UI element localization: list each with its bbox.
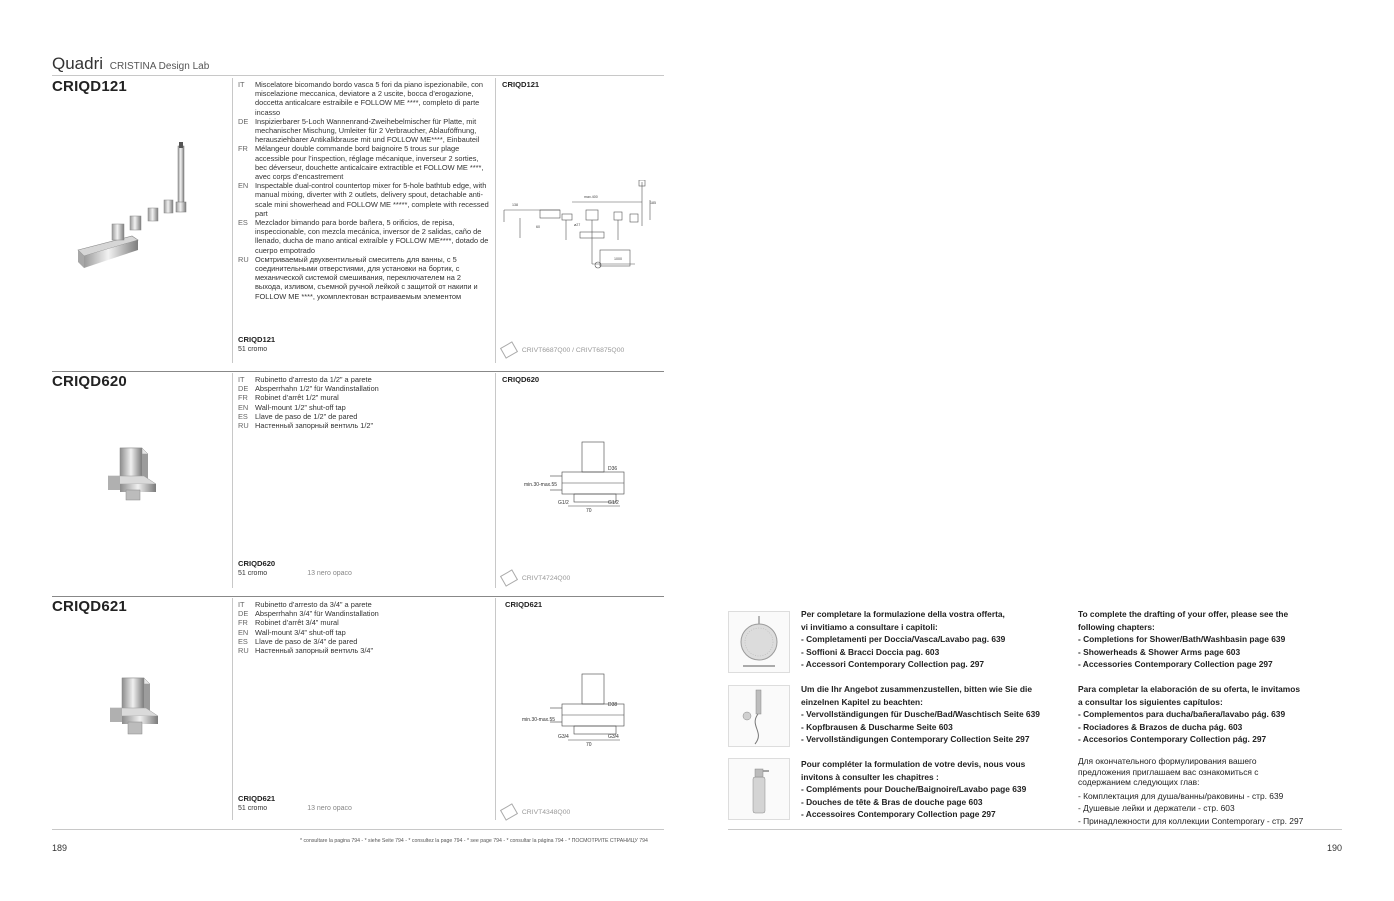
shower-hose-icon <box>500 341 518 358</box>
language-code: EN <box>238 402 249 412</box>
reference-heading: Per completare la formulazione della vostra offerta, <box>801 609 1005 619</box>
dimension-label: G1/2 <box>558 500 569 506</box>
reference-heading: Um die Ihr Angebot zusammenzustellen, bitten wie Sie die <box>801 684 1032 694</box>
language-code: FR <box>238 144 248 154</box>
finish-matt-black: 13 nero opaco <box>307 805 352 812</box>
hand-shower-icon <box>729 686 789 746</box>
reference-heading: Для окончательного формулирования вашего <box>1078 756 1257 766</box>
reference-heading: following chapters: <box>1078 621 1155 632</box>
drawing-label: CRIQD620 <box>502 375 540 384</box>
language-code: IT <box>238 80 245 89</box>
dimension-label: G1/2 <box>608 500 619 506</box>
thumbnail-hand-shower <box>728 685 790 747</box>
dimension-label: D38 <box>608 702 618 708</box>
reference-item[interactable]: - Soffioni & Bracci Doccia pag. 603 <box>801 646 940 657</box>
description-row <box>238 600 490 609</box>
reference-block-it <box>801 608 1063 671</box>
finish-chrome: 51 cromo <box>238 805 268 812</box>
description-text: Rubinetto d’arresto da 1/2” a parete <box>255 375 372 384</box>
language-code: IT <box>238 600 245 609</box>
description-row <box>238 375 490 384</box>
description-text: Llave de paso de 3/4” de pared <box>255 636 358 646</box>
reference-item[interactable]: - Accesorios Contemporary Collection pág. 297 <box>1078 734 1267 745</box>
accessory-code: CRIVT4348Q00 <box>521 808 571 816</box>
description-text: Inspectable dual-control countertop mixer for 5-hole bathtub edge, with manual mixing, diverter with 2 outlets, delivery spout, detachable anti-scale mini showerhead and FOLLOW ME *****, complete with recessed part <box>255 181 489 218</box>
description-text: Mélangeur double commande bord baignoire 5 trous sur plage accessible pour l’inspection, réglage mécanique, inverseur 2 sorties, bec déverseur, douchette anticalcaire extractible et FOLLOW ME ****, avec corps d’encastrement <box>255 144 484 182</box>
language-code: IT <box>238 375 245 384</box>
language-code: EN <box>238 627 249 637</box>
page-title <box>52 54 209 74</box>
column-divider <box>232 373 233 588</box>
description-text: Absperrhahn 1/2” für Wandinstallation <box>255 384 379 394</box>
reference-item[interactable]: - Showerheads & Shower Arms page 603 <box>1078 646 1241 657</box>
footnote: * consultare la pagina 794 - * siehe Seite 794 - * consultez la page 794 - * see page 794 - * consultar la página 794 - * ПОСМОТРИТЕ СТРАНИЦУ 794 <box>300 838 648 844</box>
reference-block-de <box>801 683 1063 746</box>
reference-item[interactable]: - Vervollständigungen für Dusche/Bad/Waschtisch Seite 639 <box>801 709 1040 720</box>
description-row <box>238 637 490 646</box>
dimension-label: ø27 <box>574 223 581 227</box>
description-text: Robinet d’arrêt 1/2” mural <box>255 393 339 403</box>
product-image-shutoff-tap <box>104 446 160 510</box>
thumbnail-soap-dispenser <box>728 758 790 820</box>
product-description <box>238 80 490 301</box>
finish-matt-black: 13 nero opaco <box>307 570 352 577</box>
language-code: DE <box>238 384 249 394</box>
shower-hose-icon <box>500 803 518 820</box>
description-text: Miscelatore bicomando bordo vasca 5 fori da piano ispezionabile, con miscelazione meccanica, deviatore a 2 uscite, bocca d’erogazione, doccetta anticalcare estraibile e FOLLOW ME ****, completo di parte incasso <box>255 80 484 117</box>
description-text: Llave de paso de 1/2” de pared <box>255 411 358 421</box>
product-image-bath-mixer <box>72 140 202 280</box>
reference-block-ru <box>1078 756 1358 827</box>
description-text: Rubinetto d’arresto da 3/4” a parete <box>255 600 372 609</box>
description-text: Настенный запорный вентиль 3/4” <box>255 646 374 656</box>
shower-hose-icon <box>500 569 518 586</box>
reference-heading: Para completar la elaboración de su oferta, le invitamos <box>1078 684 1301 694</box>
reference-heading: содержанием следующих глав: <box>1078 777 1200 788</box>
description-row <box>238 255 490 301</box>
collection-name: Quadri <box>52 54 104 73</box>
description-row <box>238 609 490 618</box>
soap-dispenser-icon <box>729 759 789 819</box>
language-code: RU <box>238 646 249 656</box>
accessory-reference <box>502 344 624 356</box>
showerhead-icon <box>729 612 789 672</box>
language-code: ES <box>238 636 248 646</box>
finish-list <box>238 805 352 812</box>
product-image-shutoff-tap <box>106 676 162 744</box>
reference-item[interactable]: - Accessori Contemporary Collection pag. 297 <box>801 659 985 670</box>
product-code: CRIQD621 <box>52 598 127 615</box>
technical-drawing <box>520 672 630 748</box>
language-code: DE <box>238 609 249 619</box>
reference-item[interactable]: - Douches de tête & Bras de douche page 603 <box>801 796 983 807</box>
description-row <box>238 412 490 421</box>
footer-rule <box>52 829 664 830</box>
column-divider <box>232 598 233 820</box>
column-divider <box>495 78 496 363</box>
variant-code: CRIQD620 <box>238 559 276 568</box>
reference-item[interactable]: - Vervollständigungen Contemporary Collection Seite 297 <box>801 734 1030 745</box>
dimension-label: G3/4 <box>608 734 619 740</box>
reference-heading: einzelnen Kapitel zu beachten: <box>801 696 923 707</box>
reference-item[interactable]: - Комплектация для душа/ванны/раковины - стр. 639 <box>1078 790 1284 801</box>
language-code: ES <box>238 218 248 228</box>
reference-block-en <box>1078 608 1348 671</box>
drawing-label: CRIQD621 <box>505 600 543 609</box>
reference-heading: To complete the drafting of your offer, please see the <box>1078 609 1289 619</box>
technical-drawing <box>520 440 630 516</box>
language-code: DE <box>238 116 249 126</box>
footer-rule <box>728 829 1342 830</box>
column-divider <box>232 78 233 363</box>
designer-name: CRISTINA Design Lab <box>109 61 210 72</box>
language-code: FR <box>238 618 248 628</box>
description-row <box>238 403 490 412</box>
finish-list <box>238 346 267 353</box>
reference-item[interactable]: - Kopfbrausen & Duscharme Seite 603 <box>801 721 953 732</box>
description-text: Inspizierbarer 5-Loch Wannenrand-Zweihebelmischer für Platte, mit mechanischer Mischung, Umleiter für 2 Verbraucher, Ablauföffnung, herausziehbarer Antikalkbrause mit und FOLLOW ME****, Einbauteil <box>255 116 480 145</box>
language-code: RU <box>238 254 249 264</box>
accessory-code: CRIVT6687Q00 / CRIVT6875Q00 <box>521 346 625 354</box>
dimension-label: 1000 <box>614 257 622 261</box>
accessory-reference <box>502 572 570 584</box>
reference-item[interactable]: - Completamenti per Doccia/Vasca/Lavabo pag. 639 <box>801 634 1006 645</box>
variant-code: CRIQD621 <box>238 794 276 803</box>
reference-item[interactable]: - Complementos para ducha/bañera/lavabo pág. 639 <box>1078 709 1286 720</box>
thumbnail-showerhead <box>728 611 790 673</box>
finish-chrome: 51 cromo <box>238 346 268 353</box>
reference-item[interactable]: - Rociadores & Brazos de ducha pág. 603 <box>1078 721 1243 732</box>
description-row <box>238 117 490 145</box>
dimension-label: 60 <box>536 225 540 229</box>
reference-item[interactable]: - Accessories Contemporary Collection page 297 <box>1078 659 1273 670</box>
dimension-label: 70 <box>586 508 592 514</box>
description-row <box>238 144 490 181</box>
description-row <box>238 80 490 117</box>
dimension-label: 138 <box>512 203 518 207</box>
reference-block-fr <box>801 758 1063 821</box>
section-rule <box>52 596 664 597</box>
dimension-label: 70 <box>586 742 592 748</box>
reference-item[interactable]: - Completions for Shower/Bath/Washbasin page 639 <box>1078 634 1286 645</box>
dimension-label: max.400 <box>584 195 598 199</box>
reference-heading: a consultar los siguientes capítulos: <box>1078 696 1223 707</box>
description-row <box>238 421 490 430</box>
description-text: Wall-mount 1/2” shut-off tap <box>255 402 346 412</box>
description-text: Wall-mount 3/4” shut-off tap <box>255 627 346 637</box>
product-code: CRIQD121 <box>52 78 127 95</box>
product-code: CRIQD620 <box>52 373 127 390</box>
language-code: RU <box>238 421 249 431</box>
page-number-left: 189 <box>52 843 68 853</box>
description-row <box>238 218 490 255</box>
description-row <box>238 384 490 393</box>
column-divider <box>495 598 496 820</box>
description-row <box>238 618 490 627</box>
reference-heading: предложения приглашаем вас ознакомиться с <box>1078 766 1259 777</box>
finish-chrome: 51 cromo <box>238 570 268 577</box>
header-rule <box>52 75 664 76</box>
description-text: Mezclador bimando para borde bañera, 5 orificios, de repisa, inspeccionable, con mezcla mecánica, inversor de 2 salidas, caño de llenado, ducha de mano antical extraíble y FOLLOW ME****, dotado de cuerpo empotrado <box>255 218 489 255</box>
product-description <box>238 600 490 655</box>
dimension-label: min.30-max.55 <box>524 482 558 488</box>
reference-heading: invitons à consulter les chapitres : <box>801 771 939 782</box>
column-divider <box>495 373 496 588</box>
description-row <box>238 646 490 655</box>
description-row <box>238 393 490 402</box>
technical-drawing <box>500 180 662 270</box>
reference-item[interactable]: - Принадлежности для коллекции Contemporary - стр. 297 <box>1078 815 1304 826</box>
reference-heading: vi invitiamo a consultare i capitoli: <box>801 621 938 632</box>
product-description <box>238 375 490 430</box>
page-number-right: 190 <box>1327 843 1343 853</box>
language-code: FR <box>238 393 248 403</box>
dimension-label: min.30-max.55 <box>522 717 556 723</box>
dimension-label: D36 <box>608 466 618 472</box>
description-text: Absperrhahn 3/4” für Wandinstallation <box>255 609 379 619</box>
reference-item[interactable]: - Душевые лейки и держатели - стр. 603 <box>1078 803 1235 814</box>
description-text: Настенный запорный вентиль 1/2” <box>255 421 374 431</box>
section-rule <box>52 371 664 372</box>
reference-heading: Pour compléter la formulation de votre devis, nous vous <box>801 759 1026 769</box>
reference-block-es <box>1078 683 1348 746</box>
accessory-reference <box>502 806 570 818</box>
description-row <box>238 628 490 637</box>
variant-code: CRIQD121 <box>238 335 276 344</box>
description-text: Robinet d’arrêt 3/4” mural <box>255 618 339 628</box>
reference-item[interactable]: - Accessoires Contemporary Collection page 297 <box>801 809 996 820</box>
description-row <box>238 181 490 218</box>
language-code: ES <box>238 411 248 421</box>
language-code: EN <box>238 181 249 191</box>
reference-item[interactable]: - Compléments pour Douche/Baignoire/Lavabo page 639 <box>801 784 1027 795</box>
accessory-code: CRIVT4724Q00 <box>521 574 571 582</box>
drawing-label: CRIQD121 <box>502 80 540 89</box>
dimension-label: G3/4 <box>558 734 569 740</box>
finish-list <box>238 570 352 577</box>
dimension-label: 185 <box>650 201 656 205</box>
description-text: Осмтриваемый двухвентильный смеситель для ванны, с 5 соединительными отверстиями, для установки на бортик, с механической системой смешивания, переключателем на 2 выхода, изливом, съемной ручной лейкой с защитой от накипи и FOLLOW ME ****, укомплектован встраиваемым элементом <box>255 254 478 301</box>
